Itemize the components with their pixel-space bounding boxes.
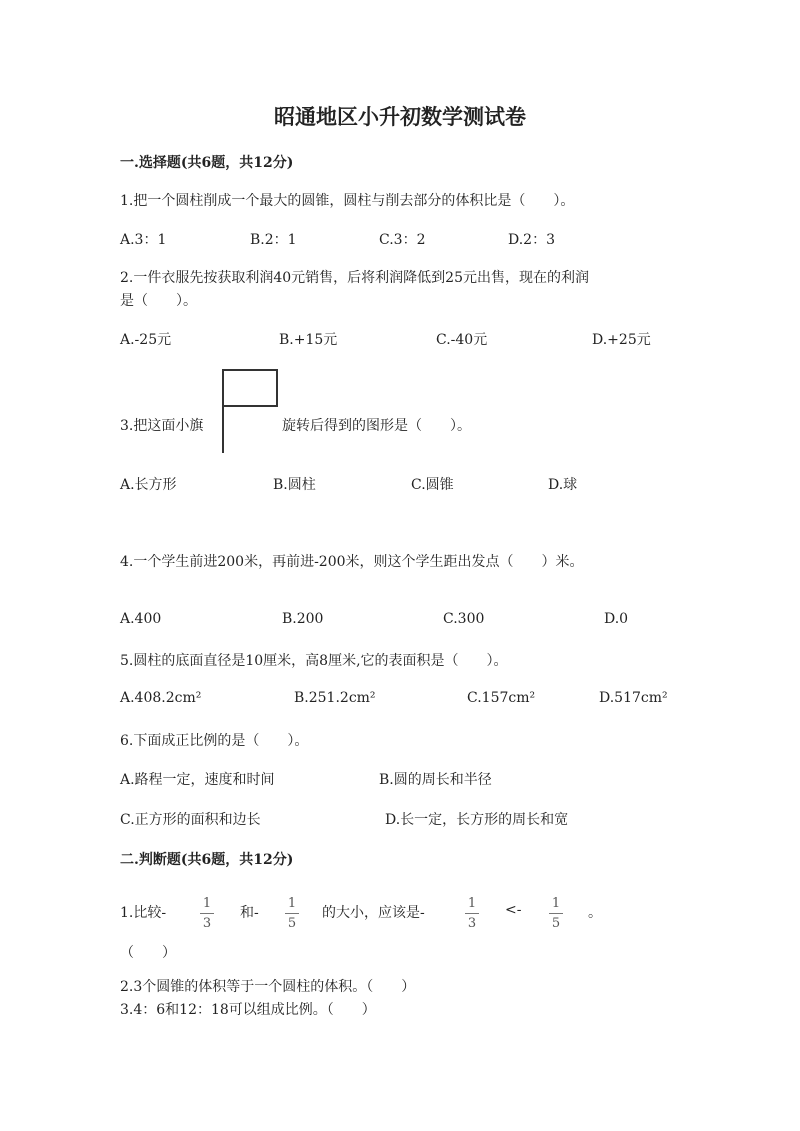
question-1-text: 1.把一个圆柱削成一个最大的圆锥，圆柱与削去部分的体积比是（ ）。 (120, 193, 575, 209)
q6-option-d: D.长一定，长方形的周长和宽 (385, 812, 569, 828)
q1-option-d: D.2：3 (508, 232, 555, 248)
question-2-line2: 是（ ）。 (120, 293, 197, 309)
question-3-before: 3.把这面小旗 (120, 418, 204, 434)
q3-option-d: D.球 (548, 477, 578, 493)
q3-option-c: C.圆锥 (411, 477, 454, 493)
section-heading-choice: 一.选择题(共6题，共12分) (120, 155, 294, 171)
question-4-text: 4.一个学生前进200米，再前进-200米，则这个学生距出发点（ ）米。 (120, 554, 584, 570)
q1-option-b: B.2：1 (250, 232, 297, 248)
q4-option-d: D.0 (604, 611, 629, 627)
q2-option-c: C.-40元 (436, 332, 488, 348)
judge-1-part3: 的大小，应该是- (322, 905, 425, 921)
q6-option-c: C.正方形的面积和边长 (120, 812, 261, 828)
question-3-after: 旋转后得到的图形是（ ）。 (282, 418, 471, 434)
q5-option-a: A.408.2cm² (120, 690, 202, 706)
q4-option-b: B.200 (282, 611, 324, 627)
q2-option-a: A.-25元 (120, 332, 172, 348)
q5-option-d: D.517cm² (599, 690, 668, 706)
section-heading-judgment: 二.判断题(共6题，共12分) (120, 852, 294, 868)
flag-figure (218, 367, 282, 455)
q4-option-a: A.400 (120, 611, 162, 627)
q2-option-b: B.+15元 (279, 332, 338, 348)
q3-option-a: A.长方形 (120, 477, 177, 493)
question-5-text: 5.圆柱的底面直径是10厘米，高8厘米,它的表面积是（ ）。 (120, 653, 508, 669)
question-6-text: 6.下面成正比例的是（ ）。 (120, 733, 309, 749)
fraction-one-third-a: 1 3 (200, 896, 214, 932)
q5-option-b: B.251.2cm² (294, 690, 376, 706)
question-2-line1: 2.一件衣服先按获取利润40元销售，后将利润降低到25元出售，现在的利润 (120, 270, 589, 286)
fraction-one-third-b: 1 3 (465, 896, 479, 932)
q3-option-b: B.圆柱 (273, 477, 316, 493)
q5-option-c: C.157cm² (467, 690, 536, 706)
judge-2-text: 2.3个圆锥的体积等于一个圆柱的体积。（ ） (120, 979, 416, 995)
judge-1-part4: <- (505, 902, 522, 918)
q4-option-c: C.300 (443, 611, 485, 627)
q6-option-b: B.圆的周长和半径 (379, 772, 492, 788)
judge-1-part2: 和- (240, 905, 259, 921)
q1-option-c: C.3：2 (379, 232, 426, 248)
fraction-one-fifth-b: 1 5 (549, 896, 563, 932)
q2-option-d: D.+25元 (592, 332, 651, 348)
judge-1-paren: （ ） (120, 945, 176, 961)
page-title: 昭通地区小升初数学测试卷 (274, 104, 526, 129)
judge-1-part5: 。 (588, 905, 602, 921)
q6-option-a: A.路程一定，速度和时间 (120, 772, 275, 788)
fraction-one-fifth-a: 1 5 (285, 896, 299, 932)
judge-1-part1: 1.比较- (120, 905, 167, 921)
judge-3-text: 3.4：6和12：18可以组成比例。（ ） (120, 1002, 376, 1018)
q1-option-a: A.3：1 (120, 232, 167, 248)
